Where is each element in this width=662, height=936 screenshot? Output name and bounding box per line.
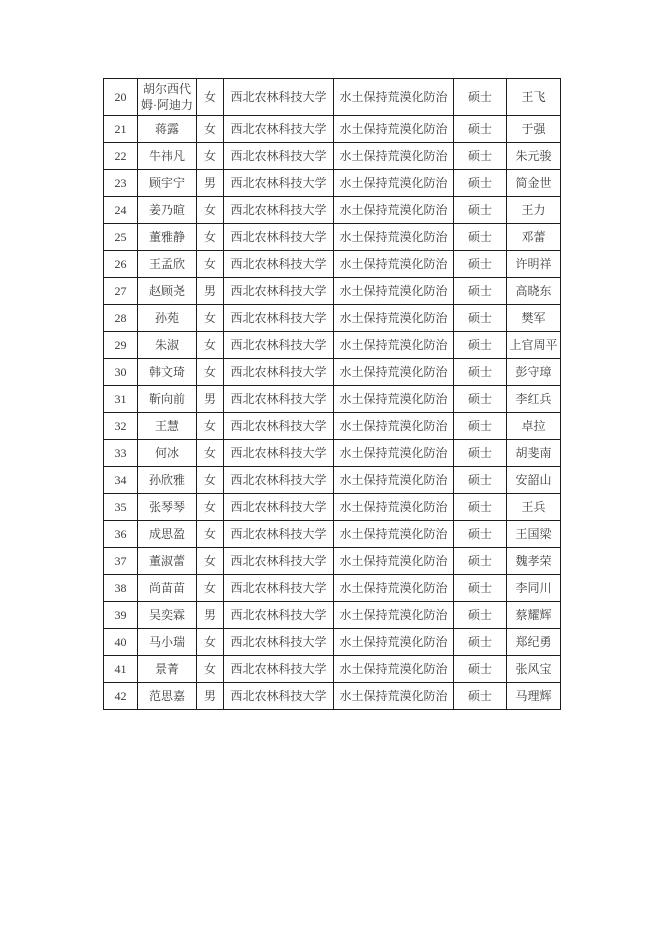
cell-row-number: 31: [104, 386, 138, 413]
cell-gender: 女: [197, 440, 224, 467]
cell-university: 西北农林科技大学: [224, 386, 334, 413]
cell-student-name: 孙欣雅: [138, 467, 197, 494]
cell-student-name: 王慧: [138, 413, 197, 440]
cell-major: 水土保持荒漠化防治: [334, 413, 454, 440]
cell-advisor: 樊军: [507, 305, 561, 332]
table-row: [104, 467, 561, 494]
cell-student-name: 成思盈: [138, 521, 197, 548]
table-row: [104, 170, 561, 197]
cell-student-name: 景菁: [138, 656, 197, 683]
cell-gender: 男: [197, 386, 224, 413]
cell-row-number: 40: [104, 629, 138, 656]
cell-university: 西北农林科技大学: [224, 548, 334, 575]
cell-row-number: 24: [104, 197, 138, 224]
table-row: [104, 602, 561, 629]
cell-student-name: 吴奕霖: [138, 602, 197, 629]
cell-advisor: 安韶山: [507, 467, 561, 494]
cell-gender: 女: [197, 251, 224, 278]
roster-table-container: [103, 78, 561, 710]
cell-student-name: 靳向前: [138, 386, 197, 413]
cell-major: 水土保持荒漠化防治: [334, 305, 454, 332]
cell-gender: 男: [197, 278, 224, 305]
table-row: [104, 521, 561, 548]
cell-university: 西北农林科技大学: [224, 359, 334, 386]
cell-advisor: 简金世: [507, 170, 561, 197]
cell-major: 水土保持荒漠化防治: [334, 683, 454, 710]
cell-student-name: 胡尔西代姆·阿迪力: [138, 79, 197, 116]
cell-gender: 女: [197, 656, 224, 683]
cell-row-number: 25: [104, 224, 138, 251]
cell-advisor: 邓蕾: [507, 224, 561, 251]
table-row: [104, 224, 561, 251]
cell-university: 西北农林科技大学: [224, 629, 334, 656]
cell-university: 西北农林科技大学: [224, 602, 334, 629]
table-row: [104, 143, 561, 170]
cell-degree: 硕士: [454, 440, 507, 467]
cell-gender: 男: [197, 602, 224, 629]
table-row: [104, 332, 561, 359]
cell-row-number: 22: [104, 143, 138, 170]
cell-degree: 硕士: [454, 278, 507, 305]
cell-degree: 硕士: [454, 170, 507, 197]
cell-major: 水土保持荒漠化防治: [334, 602, 454, 629]
cell-row-number: 33: [104, 440, 138, 467]
cell-degree: 硕士: [454, 116, 507, 143]
cell-university: 西北农林科技大学: [224, 251, 334, 278]
cell-row-number: 29: [104, 332, 138, 359]
cell-major: 水土保持荒漠化防治: [334, 224, 454, 251]
cell-university: 西北农林科技大学: [224, 440, 334, 467]
table-row: [104, 197, 561, 224]
cell-university: 西北农林科技大学: [224, 305, 334, 332]
cell-row-number: 41: [104, 656, 138, 683]
cell-row-number: 23: [104, 170, 138, 197]
cell-advisor: 蔡耀辉: [507, 602, 561, 629]
table-row: [104, 656, 561, 683]
cell-row-number: 39: [104, 602, 138, 629]
cell-university: 西北农林科技大学: [224, 197, 334, 224]
cell-university: 西北农林科技大学: [224, 332, 334, 359]
cell-major: 水土保持荒漠化防治: [334, 278, 454, 305]
cell-gender: 女: [197, 413, 224, 440]
table-row: [104, 278, 561, 305]
cell-row-number: 38: [104, 575, 138, 602]
cell-advisor: 王国梁: [507, 521, 561, 548]
cell-student-name: 马小瑞: [138, 629, 197, 656]
cell-student-name: 顾宇宁: [138, 170, 197, 197]
cell-degree: 硕士: [454, 683, 507, 710]
table-row: [104, 386, 561, 413]
cell-advisor: 胡斐南: [507, 440, 561, 467]
cell-gender: 女: [197, 116, 224, 143]
cell-major: 水土保持荒漠化防治: [334, 629, 454, 656]
cell-university: 西北农林科技大学: [224, 224, 334, 251]
cell-university: 西北农林科技大学: [224, 521, 334, 548]
cell-university: 西北农林科技大学: [224, 278, 334, 305]
cell-degree: 硕士: [454, 602, 507, 629]
cell-row-number: 21: [104, 116, 138, 143]
cell-advisor: 彭守璋: [507, 359, 561, 386]
cell-advisor: 卓拉: [507, 413, 561, 440]
cell-major: 水土保持荒漠化防治: [334, 170, 454, 197]
table-row: [104, 440, 561, 467]
cell-advisor: 高晓东: [507, 278, 561, 305]
table-row: [104, 251, 561, 278]
cell-row-number: 26: [104, 251, 138, 278]
cell-university: 西北农林科技大学: [224, 656, 334, 683]
cell-gender: 女: [197, 494, 224, 521]
cell-degree: 硕士: [454, 656, 507, 683]
cell-advisor: 郑纪勇: [507, 629, 561, 656]
table-row: [104, 79, 561, 116]
cell-degree: 硕士: [454, 548, 507, 575]
cell-advisor: 上官周平: [507, 332, 561, 359]
cell-advisor: 李红兵: [507, 386, 561, 413]
cell-student-name: 韩文琦: [138, 359, 197, 386]
cell-university: 西北农林科技大学: [224, 170, 334, 197]
table-row: [104, 548, 561, 575]
table-row: [104, 305, 561, 332]
cell-gender: 女: [197, 143, 224, 170]
cell-gender: 男: [197, 170, 224, 197]
cell-degree: 硕士: [454, 143, 507, 170]
cell-gender: 女: [197, 359, 224, 386]
cell-major: 水土保持荒漠化防治: [334, 494, 454, 521]
cell-major: 水土保持荒漠化防治: [334, 116, 454, 143]
table-row: [104, 683, 561, 710]
cell-gender: 女: [197, 629, 224, 656]
roster-table-body: [104, 79, 561, 710]
cell-university: 西北农林科技大学: [224, 79, 334, 116]
cell-advisor: 魏孝荣: [507, 548, 561, 575]
cell-university: 西北农林科技大学: [224, 683, 334, 710]
cell-major: 水土保持荒漠化防治: [334, 79, 454, 116]
cell-major: 水土保持荒漠化防治: [334, 440, 454, 467]
cell-advisor: 马理辉: [507, 683, 561, 710]
cell-student-name: 孙苑: [138, 305, 197, 332]
cell-major: 水土保持荒漠化防治: [334, 656, 454, 683]
cell-major: 水土保持荒漠化防治: [334, 386, 454, 413]
cell-university: 西北农林科技大学: [224, 413, 334, 440]
cell-gender: 女: [197, 197, 224, 224]
cell-degree: 硕士: [454, 386, 507, 413]
cell-row-number: 34: [104, 467, 138, 494]
cell-gender: 女: [197, 305, 224, 332]
cell-student-name: 姜乃暄: [138, 197, 197, 224]
cell-row-number: 37: [104, 548, 138, 575]
cell-row-number: 35: [104, 494, 138, 521]
cell-degree: 硕士: [454, 629, 507, 656]
cell-major: 水土保持荒漠化防治: [334, 197, 454, 224]
table-row: [104, 359, 561, 386]
cell-student-name: 王孟欣: [138, 251, 197, 278]
cell-gender: 女: [197, 79, 224, 116]
cell-row-number: 28: [104, 305, 138, 332]
cell-degree: 硕士: [454, 197, 507, 224]
table-row: [104, 116, 561, 143]
cell-university: 西北农林科技大学: [224, 143, 334, 170]
cell-university: 西北农林科技大学: [224, 467, 334, 494]
cell-student-name: 董淑蕾: [138, 548, 197, 575]
cell-degree: 硕士: [454, 332, 507, 359]
cell-gender: 女: [197, 575, 224, 602]
cell-advisor: 张风宝: [507, 656, 561, 683]
cell-degree: 硕士: [454, 413, 507, 440]
cell-degree: 硕士: [454, 521, 507, 548]
cell-major: 水土保持荒漠化防治: [334, 467, 454, 494]
cell-advisor: 朱元骏: [507, 143, 561, 170]
table-row: [104, 575, 561, 602]
cell-degree: 硕士: [454, 494, 507, 521]
cell-student-name: 蒋露: [138, 116, 197, 143]
cell-gender: 女: [197, 332, 224, 359]
cell-degree: 硕士: [454, 467, 507, 494]
table-row: [104, 413, 561, 440]
cell-student-name: 尚苗苗: [138, 575, 197, 602]
table-row: [104, 494, 561, 521]
cell-gender: 女: [197, 521, 224, 548]
cell-degree: 硕士: [454, 305, 507, 332]
cell-advisor: 李同川: [507, 575, 561, 602]
cell-university: 西北农林科技大学: [224, 575, 334, 602]
cell-degree: 硕士: [454, 575, 507, 602]
cell-student-name: 何冰: [138, 440, 197, 467]
cell-gender: 女: [197, 224, 224, 251]
cell-university: 西北农林科技大学: [224, 116, 334, 143]
cell-advisor: 王力: [507, 197, 561, 224]
cell-advisor: 王飞: [507, 79, 561, 116]
cell-row-number: 32: [104, 413, 138, 440]
cell-university: 西北农林科技大学: [224, 494, 334, 521]
cell-student-name: 朱淑: [138, 332, 197, 359]
cell-degree: 硕士: [454, 79, 507, 116]
cell-student-name: 牛祎凡: [138, 143, 197, 170]
cell-gender: 男: [197, 683, 224, 710]
cell-row-number: 42: [104, 683, 138, 710]
cell-advisor: 于强: [507, 116, 561, 143]
cell-advisor: 许明祥: [507, 251, 561, 278]
cell-major: 水土保持荒漠化防治: [334, 359, 454, 386]
cell-major: 水土保持荒漠化防治: [334, 251, 454, 278]
cell-degree: 硕士: [454, 224, 507, 251]
cell-row-number: 30: [104, 359, 138, 386]
cell-gender: 女: [197, 467, 224, 494]
cell-student-name: 董雅静: [138, 224, 197, 251]
cell-major: 水土保持荒漠化防治: [334, 521, 454, 548]
cell-major: 水土保持荒漠化防治: [334, 548, 454, 575]
cell-row-number: 36: [104, 521, 138, 548]
cell-major: 水土保持荒漠化防治: [334, 332, 454, 359]
cell-row-number: 20: [104, 79, 138, 116]
students-roster-table: [103, 78, 561, 710]
cell-student-name: 张琴琴: [138, 494, 197, 521]
cell-degree: 硕士: [454, 359, 507, 386]
cell-student-name: 赵顾尧: [138, 278, 197, 305]
table-row: [104, 629, 561, 656]
cell-advisor: 王兵: [507, 494, 561, 521]
cell-gender: 女: [197, 548, 224, 575]
cell-major: 水土保持荒漠化防治: [334, 575, 454, 602]
cell-student-name: 范思嘉: [138, 683, 197, 710]
cell-row-number: 27: [104, 278, 138, 305]
cell-major: 水土保持荒漠化防治: [334, 143, 454, 170]
cell-degree: 硕士: [454, 251, 507, 278]
